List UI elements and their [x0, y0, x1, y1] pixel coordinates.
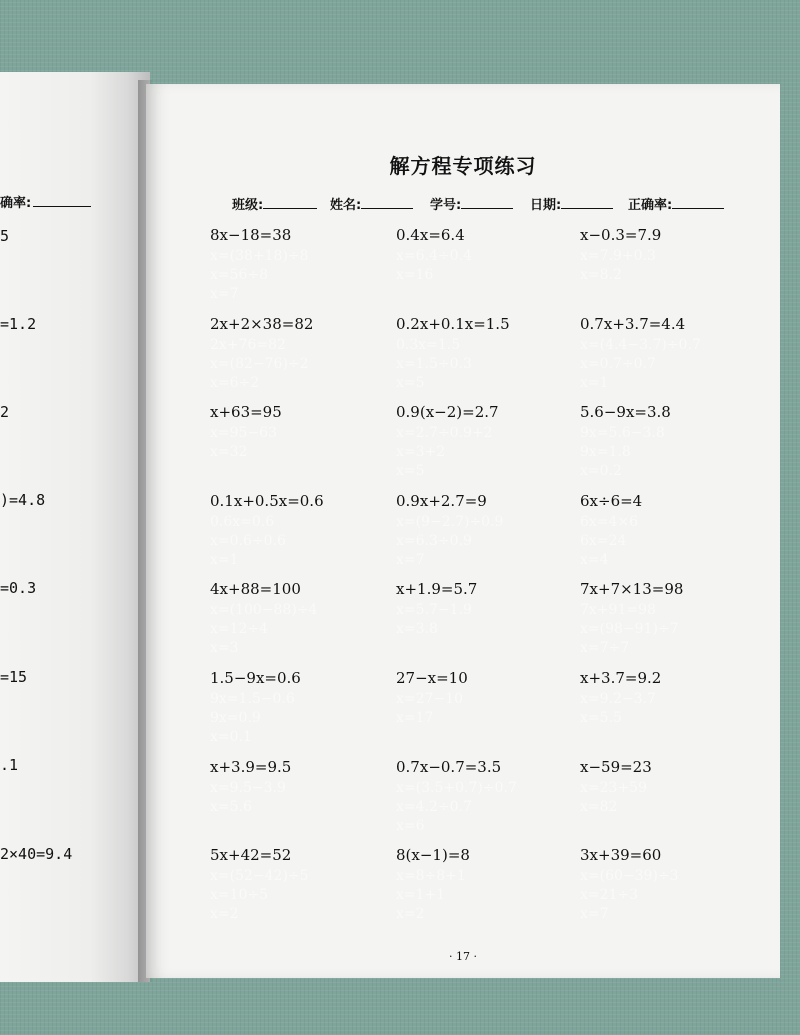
- solution-step: x=82: [580, 798, 618, 815]
- solution-step: x=5.6: [210, 798, 252, 815]
- solution-step: x=9.5−3.9: [210, 779, 286, 796]
- solution-step: 9x=1.8: [580, 444, 631, 461]
- date-field: 日期:: [530, 194, 613, 213]
- solution-step: x=(98−91)÷7: [580, 621, 679, 638]
- solution-step: 9x=1.5−0.6: [210, 691, 295, 707]
- solution-step: x=0.7÷0.7: [580, 355, 656, 372]
- equation: 8x−18=38: [210, 226, 292, 244]
- solution-step: x=27−10: [396, 691, 463, 707]
- solution-step: 7x+91=98: [580, 602, 656, 619]
- equation: 4x+88=100: [210, 580, 301, 599]
- left-page: [0, 72, 150, 982]
- solution-step: x=5.7−1.9: [396, 602, 472, 619]
- solution-step: x=16: [396, 267, 434, 283]
- equation: x+3.9=9.5: [210, 757, 292, 776]
- solution-step: x=0.6÷0.6: [210, 532, 286, 549]
- solution-step: 2x+76=82: [210, 336, 286, 353]
- name-field: 姓名:: [330, 194, 413, 213]
- solution-step: x=10÷5: [210, 887, 269, 904]
- solution-step: x=1+1: [396, 887, 446, 904]
- solution-step: x=1: [210, 551, 239, 568]
- solution-step: x=5.5: [580, 710, 622, 726]
- equation: 3x+39=60: [580, 846, 662, 865]
- page-number: · 17 ·: [449, 950, 477, 963]
- solution-step: x=6: [396, 817, 425, 834]
- solution-step: x=2: [210, 906, 239, 923]
- solution-step: x=32: [210, 444, 248, 461]
- equation: 0.4x=6.4: [396, 226, 465, 244]
- solution-step: x=3+2: [396, 444, 446, 461]
- equation: 27−x=10: [396, 669, 468, 687]
- solution-step: x=(52−42)÷5: [210, 868, 309, 885]
- equation: 6x÷6=4: [580, 491, 643, 510]
- equation: 0.7x+3.7=4.4: [580, 314, 686, 333]
- solution-step: x=(100−88)÷4: [210, 602, 318, 619]
- solution-step: x=2: [396, 906, 425, 923]
- solution-step: x=7: [396, 551, 425, 568]
- equation: 5x+42=52: [210, 846, 292, 865]
- solution-step: 0.6x=0.6: [210, 513, 275, 530]
- accuracy-field: 正确率:: [628, 194, 724, 213]
- solution-step: x=1: [580, 374, 609, 391]
- solution-step: x=6.4÷0.4: [396, 248, 472, 264]
- class-field: 班级:: [232, 194, 317, 213]
- solution-step: x=0.1: [210, 729, 252, 745]
- solution-step: x=95−63: [210, 425, 277, 442]
- solution-step: x=7÷7: [580, 640, 630, 657]
- solution-step: x=23+59: [580, 779, 647, 796]
- equation: 7x+7×13=98: [580, 580, 684, 599]
- worksheet-title: 解方程专项练习: [389, 154, 537, 178]
- solution-step: x=(60−39)÷3: [580, 868, 679, 885]
- solution-step: 9x=0.9: [210, 710, 261, 726]
- equation: x−0.3=7.9: [580, 226, 662, 244]
- equation: 0.7x−0.7=3.5: [396, 757, 502, 776]
- solution-step: x=12÷4: [210, 621, 269, 638]
- solution-step: x=4.2÷0.7: [396, 798, 472, 815]
- equation: 5.6−9x=3.8: [580, 403, 671, 422]
- solution-step: x=(4.4−3.7)÷0.7: [580, 336, 701, 353]
- solution-step: x=3: [210, 640, 239, 657]
- left-page-fragment: 2: [0, 403, 10, 421]
- left-page-fragment: 2×40=9.4: [0, 845, 73, 863]
- worksheet-page: [146, 84, 780, 978]
- equation: 8(x−1)=8: [396, 846, 470, 865]
- solution-step: x=8.2: [580, 267, 622, 283]
- solution-step: x=0.2: [580, 463, 622, 480]
- solution-step: x=3.8: [396, 621, 438, 638]
- solution-step: x=2.7÷0.9+2: [396, 425, 493, 442]
- equation: 2x+2×38=82: [210, 314, 314, 333]
- solution-step: 0.3x=1.5: [396, 336, 461, 353]
- solution-step: 9x=5.6−3.8: [580, 425, 665, 442]
- solution-step: x=(38+18)÷8: [210, 248, 309, 264]
- solution-step: x=9.2−3.7: [580, 691, 656, 707]
- solution-step: x=21÷3: [580, 887, 639, 904]
- left-page-fragment: )=4.8: [0, 491, 46, 509]
- solution-step: x=7: [210, 286, 239, 302]
- left-page-fragment: 5: [0, 227, 10, 245]
- equation: x+63=95: [210, 403, 282, 422]
- student-number-field: 学号:: [430, 194, 513, 213]
- equation: 0.2x+0.1x=1.5: [396, 314, 510, 333]
- equation: x−59=23: [580, 757, 652, 776]
- left-page-fragment: =15: [0, 668, 28, 686]
- solution-step: x=56÷8: [210, 267, 269, 283]
- solution-step: x=4: [580, 551, 609, 568]
- left-page-fragment: =1.2: [0, 315, 37, 333]
- left-page-fragment: .1: [0, 756, 19, 774]
- solution-step: x=5: [396, 374, 425, 391]
- solution-step: x=(82−76)÷2: [210, 355, 309, 372]
- equation: x+1.9=5.7: [396, 580, 478, 599]
- solution-step: x=17: [396, 710, 434, 726]
- equation: 0.9x+2.7=9: [396, 491, 487, 510]
- equation: x+3.7=9.2: [580, 669, 662, 687]
- solution-step: x=5: [396, 463, 425, 480]
- equation: 1.5−9x=0.6: [210, 669, 301, 687]
- solution-step: x=8÷8+1: [396, 868, 466, 885]
- solution-step: 6x=24: [580, 532, 627, 549]
- equation: 0.1x+0.5x=0.6: [210, 491, 324, 510]
- solution-step: x=1.5÷0.3: [396, 355, 472, 372]
- solution-step: x=7.9+0.3: [580, 248, 656, 264]
- solution-step: x=6÷2: [210, 374, 260, 391]
- left-page-accuracy-label: 确率:: [0, 192, 91, 211]
- solution-step: x=7: [580, 906, 609, 923]
- solution-step: x=(9−2.7)÷0.9: [396, 513, 504, 530]
- left-page-fragment: =0.3: [0, 579, 37, 597]
- solution-step: 6x=4×6: [580, 513, 639, 530]
- solution-step: x=6.3÷0.9: [396, 532, 472, 549]
- equation: 0.9(x−2)=2.7: [396, 403, 499, 422]
- solution-step: x=(3.5+0.7)÷0.7: [396, 779, 517, 796]
